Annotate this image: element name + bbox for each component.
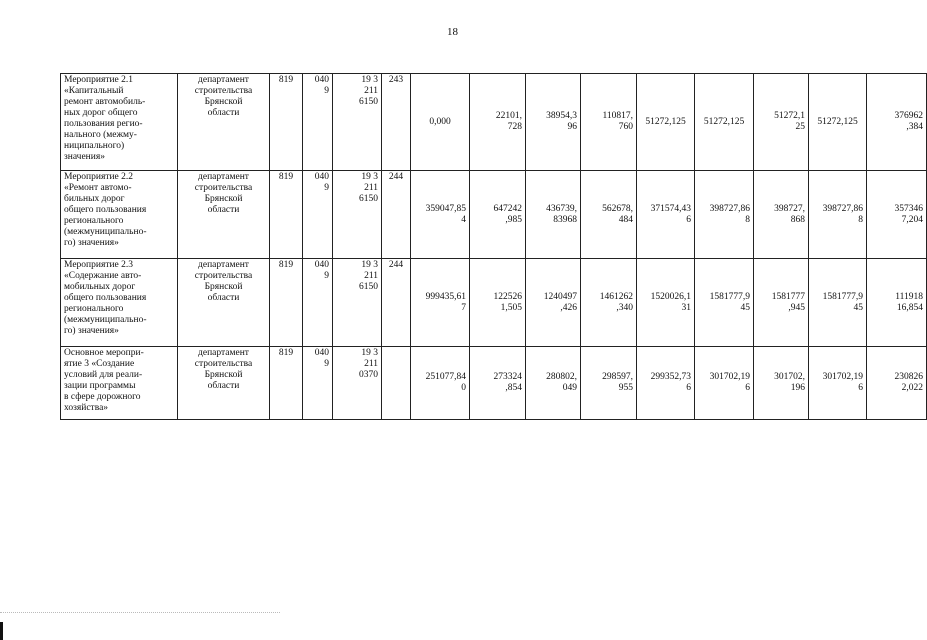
value-cell: 299352,73 6 xyxy=(637,347,695,420)
value-cell: 0,000 xyxy=(411,74,470,171)
value-cell: 647242 ,985 xyxy=(470,171,526,259)
expense-type-cell: 244 xyxy=(382,259,411,347)
expense-type-cell xyxy=(382,347,411,420)
value-cell: 398727,86 8 xyxy=(809,171,867,259)
value-cell: 51272,125 xyxy=(695,74,754,171)
executor-cell: департамент строительства Брянской области xyxy=(178,347,270,420)
section-code-cell: 040 9 xyxy=(303,74,333,171)
value-cell: 562678, 484 xyxy=(581,171,637,259)
target-article-cell: 19 3 211 6150 xyxy=(333,171,382,259)
value-cell: 371574,43 6 xyxy=(637,171,695,259)
event-name-cell: Мероприятие 2.3 «Содержание авто- мобильных дорог общего пользования регионального (межмуниципально- го) значения» xyxy=(61,259,178,347)
value-cell: 251077,84 0 xyxy=(411,347,470,420)
expense-type-cell: 244 xyxy=(382,171,411,259)
value-cell: 51272,125 xyxy=(637,74,695,171)
table-row xyxy=(61,171,927,259)
table-row xyxy=(61,74,927,171)
value-cell: 1581777 ,945 xyxy=(754,259,809,347)
value-cell: 436739, 83968 xyxy=(526,171,581,259)
section-code-cell: 040 9 xyxy=(303,171,333,259)
value-cell: 22101, 728 xyxy=(470,74,526,171)
grbs-code-cell: 819 xyxy=(270,347,303,420)
value-cell: 51272,125 xyxy=(809,74,867,171)
target-article-cell: 19 3 211 6150 xyxy=(333,259,382,347)
section-code-cell: 040 9 xyxy=(303,259,333,347)
total-value-cell: 230826 2,022 xyxy=(867,347,927,420)
table-row xyxy=(61,347,927,420)
scan-edge-line xyxy=(0,612,280,614)
value-cell: 273324 ,854 xyxy=(470,347,526,420)
table-row xyxy=(61,259,927,347)
value-cell: 51272,1 25 xyxy=(754,74,809,171)
target-article-cell: 19 3 211 0370 xyxy=(333,347,382,420)
value-cell: 298597, 955 xyxy=(581,347,637,420)
value-cell: 301702,19 6 xyxy=(809,347,867,420)
value-cell: 110817, 760 xyxy=(581,74,637,171)
total-value-cell: 111918 16,854 xyxy=(867,259,927,347)
value-cell: 1581777,9 45 xyxy=(809,259,867,347)
expense-type-cell: 243 xyxy=(382,74,411,171)
executor-cell: департамент строительства Брянской области xyxy=(178,74,270,171)
event-name-cell: Основное меропри- ятие 3 «Создание условий для реали- зации программы в сфере дорожного хозяйства» xyxy=(61,347,178,420)
section-code-cell: 040 9 xyxy=(303,347,333,420)
page-number: 18 xyxy=(447,26,458,38)
value-cell: 301702,19 6 xyxy=(695,347,754,420)
value-cell: 398727,86 8 xyxy=(695,171,754,259)
value-cell: 1240497 ,426 xyxy=(526,259,581,347)
grbs-code-cell: 819 xyxy=(270,74,303,171)
event-name-cell: Мероприятие 2.1 «Капитальный ремонт автомобиль- ных дорог общего пользования регио- нального (межму- ниципального) значения» xyxy=(61,74,178,171)
event-name-cell: Мероприятие 2.2 «Ремонт автомо- бильных дорог общего пользования регионального (межмуниципально- го) значения» xyxy=(61,171,178,259)
value-cell: 38954,3 96 xyxy=(526,74,581,171)
total-value-cell: 376962 ,384 xyxy=(867,74,927,171)
value-cell: 999435,61 7 xyxy=(411,259,470,347)
value-cell: 398727, 868 xyxy=(754,171,809,259)
total-value-cell: 357346 7,204 xyxy=(867,171,927,259)
budget-table xyxy=(60,73,927,420)
executor-cell: департамент строительства Брянской области xyxy=(178,171,270,259)
value-cell: 1581777,9 45 xyxy=(695,259,754,347)
value-cell: 1461262 ,340 xyxy=(581,259,637,347)
scan-edge-mark xyxy=(0,622,3,640)
value-cell: 280802, 049 xyxy=(526,347,581,420)
executor-cell: департамент строительства Брянской области xyxy=(178,259,270,347)
target-article-cell: 19 3 211 6150 xyxy=(333,74,382,171)
value-cell: 301702, 196 xyxy=(754,347,809,420)
grbs-code-cell: 819 xyxy=(270,171,303,259)
value-cell: 1520026,1 31 xyxy=(637,259,695,347)
grbs-code-cell: 819 xyxy=(270,259,303,347)
value-cell: 122526 1,505 xyxy=(470,259,526,347)
value-cell: 359047,85 4 xyxy=(411,171,470,259)
